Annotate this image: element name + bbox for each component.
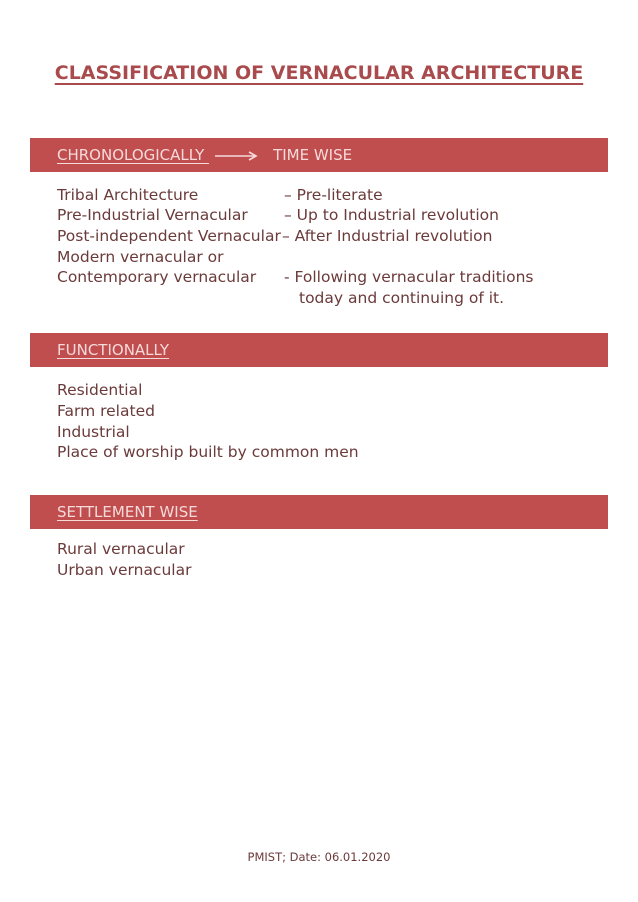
functional-section-header [30,333,608,367]
settlement-item: Rural vernacular [57,540,185,558]
chrono-row-right: – Up to Industrial revolution [284,206,499,224]
chrono-row-right: – After Industrial revolution [282,227,493,245]
chrono-row-right: – Pre-literate [284,186,383,204]
time-wise-heading: TIME WISE [273,146,353,164]
chrono-row-left: Contemporary vernacular [57,268,257,286]
functional-item: Residential [57,381,143,399]
chrono-row-right: - Following vernacular traditions [284,268,534,286]
functional-item: Industrial [57,423,130,441]
functional-item: Farm related [57,402,155,420]
functional-item: Place of worship built by common men [57,443,359,461]
chrono-row-right: today and continuing of it. [299,289,505,307]
page-title: CLASSIFICATION OF VERNACULAR ARCHITECTURE [54,62,584,84]
chrono-row-left: Modern vernacular or [57,248,224,266]
footer-text: PMIST; Date: 06.01.2020 [247,850,391,864]
chrono-row-left: Post-independent Vernacular [57,227,281,245]
functional-heading: FUNCTIONALLY [57,341,170,359]
chronological-section-header [30,138,608,172]
chrono-row-left: Pre-Industrial Vernacular [57,206,248,224]
settlement-heading: SETTLEMENT WISE [57,503,198,521]
chrono-row-left: Tribal Architecture [57,186,199,204]
right-arrow-icon [215,151,259,161]
settlement-section-header [30,495,608,529]
chronological-heading: CHRONOLOGICALLY [57,146,210,164]
settlement-item: Urban vernacular [57,561,192,579]
